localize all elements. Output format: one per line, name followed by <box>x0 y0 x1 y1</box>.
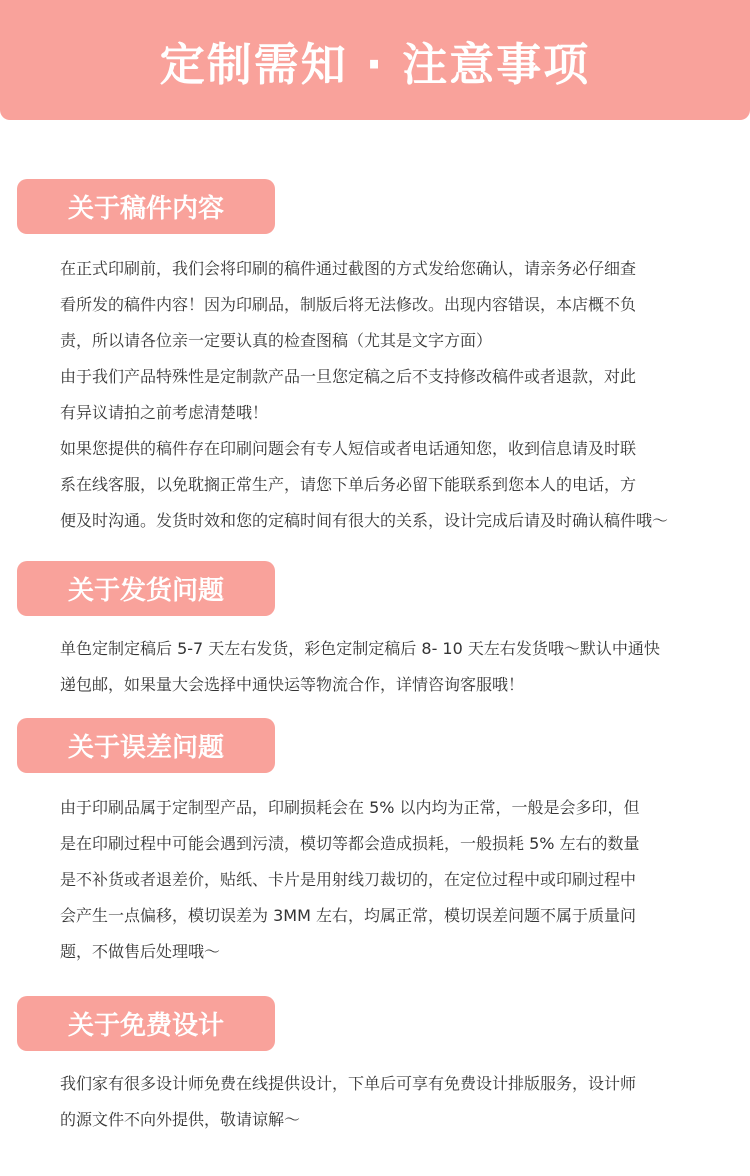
body-line: 便及时沟通。发货时效和您的定稿时间有很大的关系，设计完成后请及时确认稿件哦～ <box>60 511 669 530</box>
section-body <box>60 251 730 539</box>
page-title: 定制需知 · 注意事项 <box>159 37 591 91</box>
section-heading: 关于发货问题 <box>17 561 275 616</box>
body-line: 系在线客服，以免耽搁正常生产，请您下单后务必留下能联系到您本人的电话，方 <box>60 475 637 494</box>
body-line: 看所发的稿件内容！因为印刷品，制版后将无法修改。出现内容错误，本店概不负 <box>60 295 637 314</box>
body-line: 的源文件不向外提供，敬请谅解～ <box>60 1110 301 1129</box>
body-line: 如果您提供的稿件存在印刷问题会有专人短信或者电话通知您，收到信息请及时联 <box>60 439 637 458</box>
body-line: 责，所以请各位亲一定要认真的检查图稿（尤其是文字方面） <box>60 331 493 350</box>
section-heading: 关于免费设计 <box>17 996 275 1051</box>
body-line: 是不补货或者退差价，贴纸、卡片是用射线刀裁切的，在定位过程中或印刷过程中 <box>60 870 637 889</box>
body-line: 是在印刷过程中可能会遇到污渍，模切等都会造成损耗，一般损耗 5% 左右的数量 <box>60 834 640 853</box>
body-line: 会产生一点偏移，模切误差为 3MM 左右，均属正常，模切误差问题不属于质量问 <box>60 906 636 925</box>
body-line: 在正式印刷前，我们会将印刷的稿件通过截图的方式发给您确认，请亲务必仔细查 <box>60 259 637 278</box>
body-line: 有异议请拍之前考虑清楚哦！ <box>60 403 269 422</box>
page-banner <box>0 0 750 120</box>
body-line: 题，不做售后处理哦～ <box>60 942 221 961</box>
body-line: 单色定制定稿后 5-7 天左右发货，彩色定制定稿后 8- 10 天左右发货哦～默认中通快 <box>60 639 660 658</box>
section-body <box>60 790 730 970</box>
section-body <box>60 1066 730 1138</box>
body-line: 由于我们产品特殊性是定制款产品一旦您定稿之后不支持修改稿件或者退款，对此 <box>60 367 637 386</box>
body-line: 递包邮，如果量大会选择中通快运等物流合作，详情咨询客服哦！ <box>60 675 525 694</box>
section-body <box>60 631 730 703</box>
section-heading: 关于误差问题 <box>17 718 275 773</box>
body-line: 我们家有很多设计师免费在线提供设计，下单后可享有免费设计排版服务，设计师 <box>60 1074 637 1093</box>
body-line: 由于印刷品属于定制型产品，印刷损耗会在 5% 以内均为正常，一般是会多印，但 <box>60 798 640 817</box>
section-heading: 关于稿件内容 <box>17 179 275 234</box>
